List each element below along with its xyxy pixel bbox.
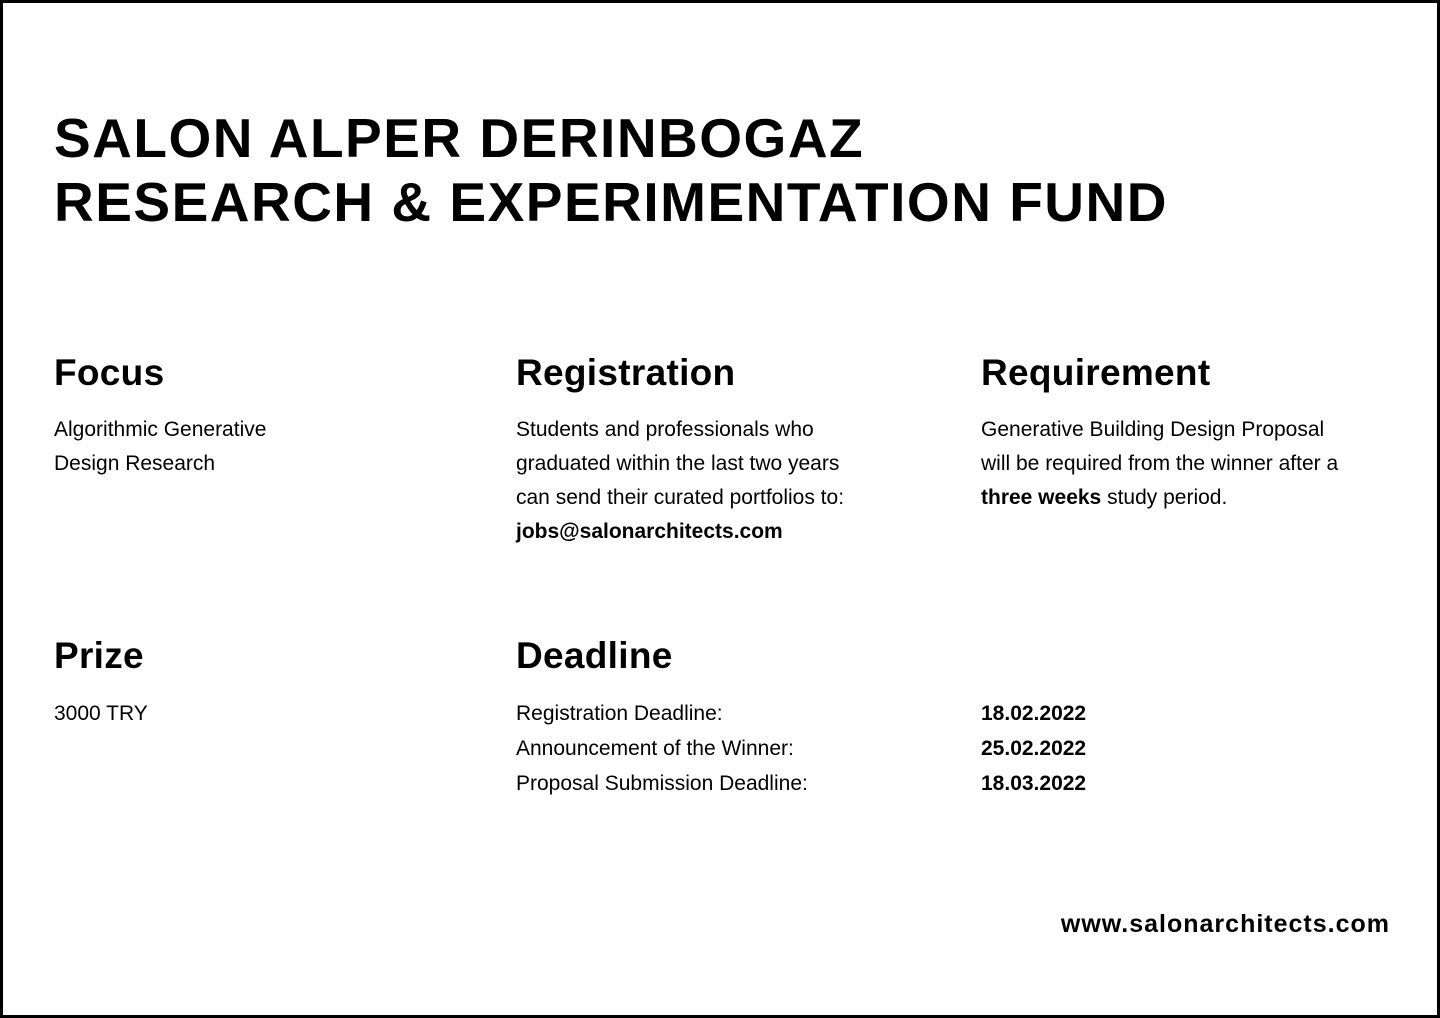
- requirement-body-line: [981, 481, 1401, 515]
- focus-body-line: Algorithmic Generative: [54, 418, 267, 441]
- website-url: www.salonarchitects.com: [1060, 910, 1390, 938]
- section-prize: [54, 634, 454, 731]
- registration-body: [516, 413, 956, 549]
- focus-heading: Focus: [54, 352, 165, 393]
- page-title-line-1: SALON ALPER DERINBOGAZ: [54, 107, 865, 169]
- deadline-heading: Deadline: [516, 635, 673, 676]
- deadline-label: Proposal Submission Deadline:: [516, 772, 808, 795]
- deadline-label: Registration Deadline:: [516, 702, 723, 725]
- prize-heading: Prize: [54, 635, 144, 676]
- requirement-after-emphasis: study period.: [1101, 486, 1228, 509]
- page-title-line-2: RESEARCH & EXPERIMENTATION FUND: [54, 171, 1168, 233]
- registration-body-line: can send their curated portfolios to:: [516, 486, 845, 509]
- registration-body-line: graduated within the last two years: [516, 452, 840, 475]
- deadline-date: 25.02.2022: [981, 737, 1087, 760]
- focus-body: [54, 413, 454, 481]
- deadline-row: [516, 766, 1396, 801]
- registration-email: jobs@salonarchitects.com: [516, 520, 783, 543]
- requirement-body-line: Generative Building Design Proposal: [981, 418, 1325, 441]
- registration-body-line: Students and professionals who: [516, 418, 814, 441]
- section-deadline: [516, 634, 1396, 801]
- section-registration: [516, 351, 956, 549]
- registration-heading: Registration: [516, 352, 736, 393]
- prize-value: 3000 TRY: [54, 702, 148, 725]
- deadline-date: 18.02.2022: [981, 702, 1087, 725]
- page-title: [54, 106, 1168, 234]
- deadline-row: [516, 696, 1396, 731]
- requirement-body-line: will be required from the winner after a: [981, 452, 1339, 475]
- deadline-label: Announcement of the Winner:: [516, 737, 794, 760]
- requirement-emphasis: three weeks: [981, 486, 1102, 509]
- requirement-heading: Requirement: [981, 352, 1211, 393]
- deadline-row: [516, 731, 1396, 766]
- section-requirement: [981, 351, 1401, 515]
- requirement-body: [981, 413, 1401, 515]
- section-focus: [54, 351, 454, 481]
- deadline-date: 18.03.2022: [981, 772, 1087, 795]
- focus-body-line: Design Research: [54, 452, 216, 475]
